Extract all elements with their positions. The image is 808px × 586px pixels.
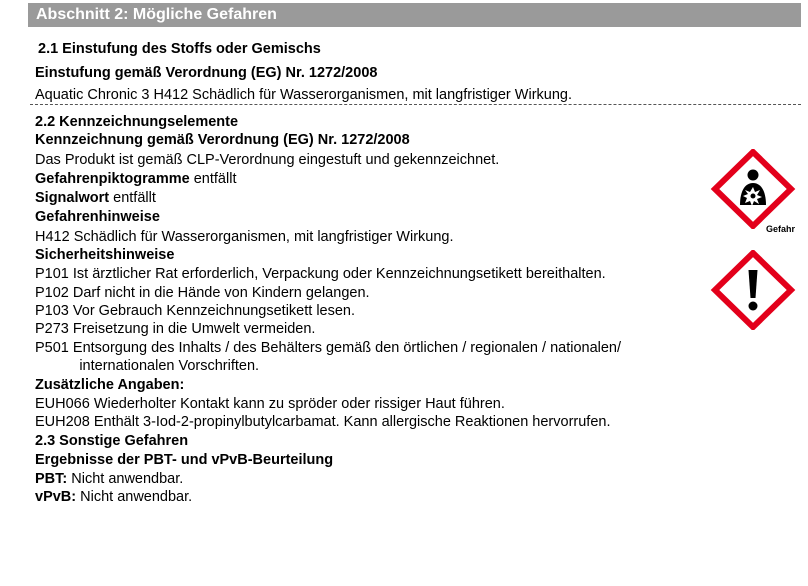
precautionary-label: Sicherheitshinweise xyxy=(35,247,175,263)
section-title: Abschnitt 2: Mögliche Gefahren xyxy=(36,6,277,23)
heading-2-2: 2.2 Kennzeichnungselemente xyxy=(35,114,239,130)
pbt-label: PBT: xyxy=(35,471,68,487)
precautionary-statement: P103 Vor Gebrauch Kennzeichnungsetikett lesen. xyxy=(35,303,356,319)
heading-2-1: 2.1 Einstufung des Stoffs oder Gemischs xyxy=(38,41,321,57)
precautionary-statement-continued: internationalen Vorschriften. xyxy=(35,358,260,374)
subheading-2-1: Einstufung gemäß Verordnung (EG) Nr. 1272/2008 xyxy=(35,65,378,81)
subheading-2-2: Kennzeichnung gemäß Verordnung (EG) Nr. 1272/2008 xyxy=(35,132,410,148)
precautionary-statement: P101 Ist ärztlicher Rat erforderlich, Verpackung oder Kennzeichnungsetikett bereithalten. xyxy=(35,266,606,282)
pictograms-row xyxy=(35,170,236,188)
vpvb-label: vPvB: xyxy=(35,489,77,505)
precautionary-statement: P501 Entsorgung des Inhalts / des Behälters gemäß den örtlichen / regionalen / nationalen/ xyxy=(35,340,622,356)
section-header xyxy=(28,3,801,27)
hazard-statement: H412 Schädlich für Wasserorganismen, mit langfristiger Wirkung. xyxy=(35,229,454,245)
classification-text: Aquatic Chronic 3 H412 Schädlich für Wasserorganismen, mit langfristiger Wirkung. xyxy=(35,87,572,103)
signal-word-row xyxy=(35,189,156,207)
ghs08-health-hazard-icon xyxy=(710,149,796,229)
precautionary-statement: P102 Darf nicht in die Hände von Kindern gelangen. xyxy=(35,285,370,301)
heading-2-3: 2.3 Sonstige Gefahren xyxy=(35,433,189,449)
pictograms-label: Gefahrenpiktogramme xyxy=(35,171,190,187)
section-divider xyxy=(30,104,801,105)
additional-statement: EUH208 Enthält 3-Iod-2-propinylbutylcarbamat. Kann allergische Reaktionen hervorrufen. xyxy=(35,414,611,430)
signal-word-label: Signalwort xyxy=(35,190,110,206)
vpvb-row xyxy=(35,488,192,506)
signal-word-value: entfällt xyxy=(109,190,156,206)
additional-statement: EUH066 Wiederholter Kontakt kann zu spröder oder rissiger Haut führen. xyxy=(35,396,505,412)
precautionary-statement: P273 Freisetzung in die Umwelt vermeiden. xyxy=(35,321,316,337)
pictograms-value: entfällt xyxy=(189,171,237,187)
hazard-statements-label: Gefahrenhinweise xyxy=(35,209,160,225)
pbt-row xyxy=(35,470,183,488)
ghs07-exclamation-icon xyxy=(710,250,796,330)
pbt-value: Nicht anwendbar. xyxy=(67,471,184,487)
subheading-2-3: Ergebnisse der PBT- und vPvB-Beurteilung xyxy=(35,452,334,468)
vpvb-value: Nicht anwendbar. xyxy=(76,489,193,505)
labelling-intro: Das Produkt ist gemäß CLP-Verordnung eingestuft und gekennzeichnet. xyxy=(35,152,500,168)
pictogram-caption: Gefahr xyxy=(766,224,796,234)
additional-info-label: Zusätzliche Angaben: xyxy=(35,377,185,393)
